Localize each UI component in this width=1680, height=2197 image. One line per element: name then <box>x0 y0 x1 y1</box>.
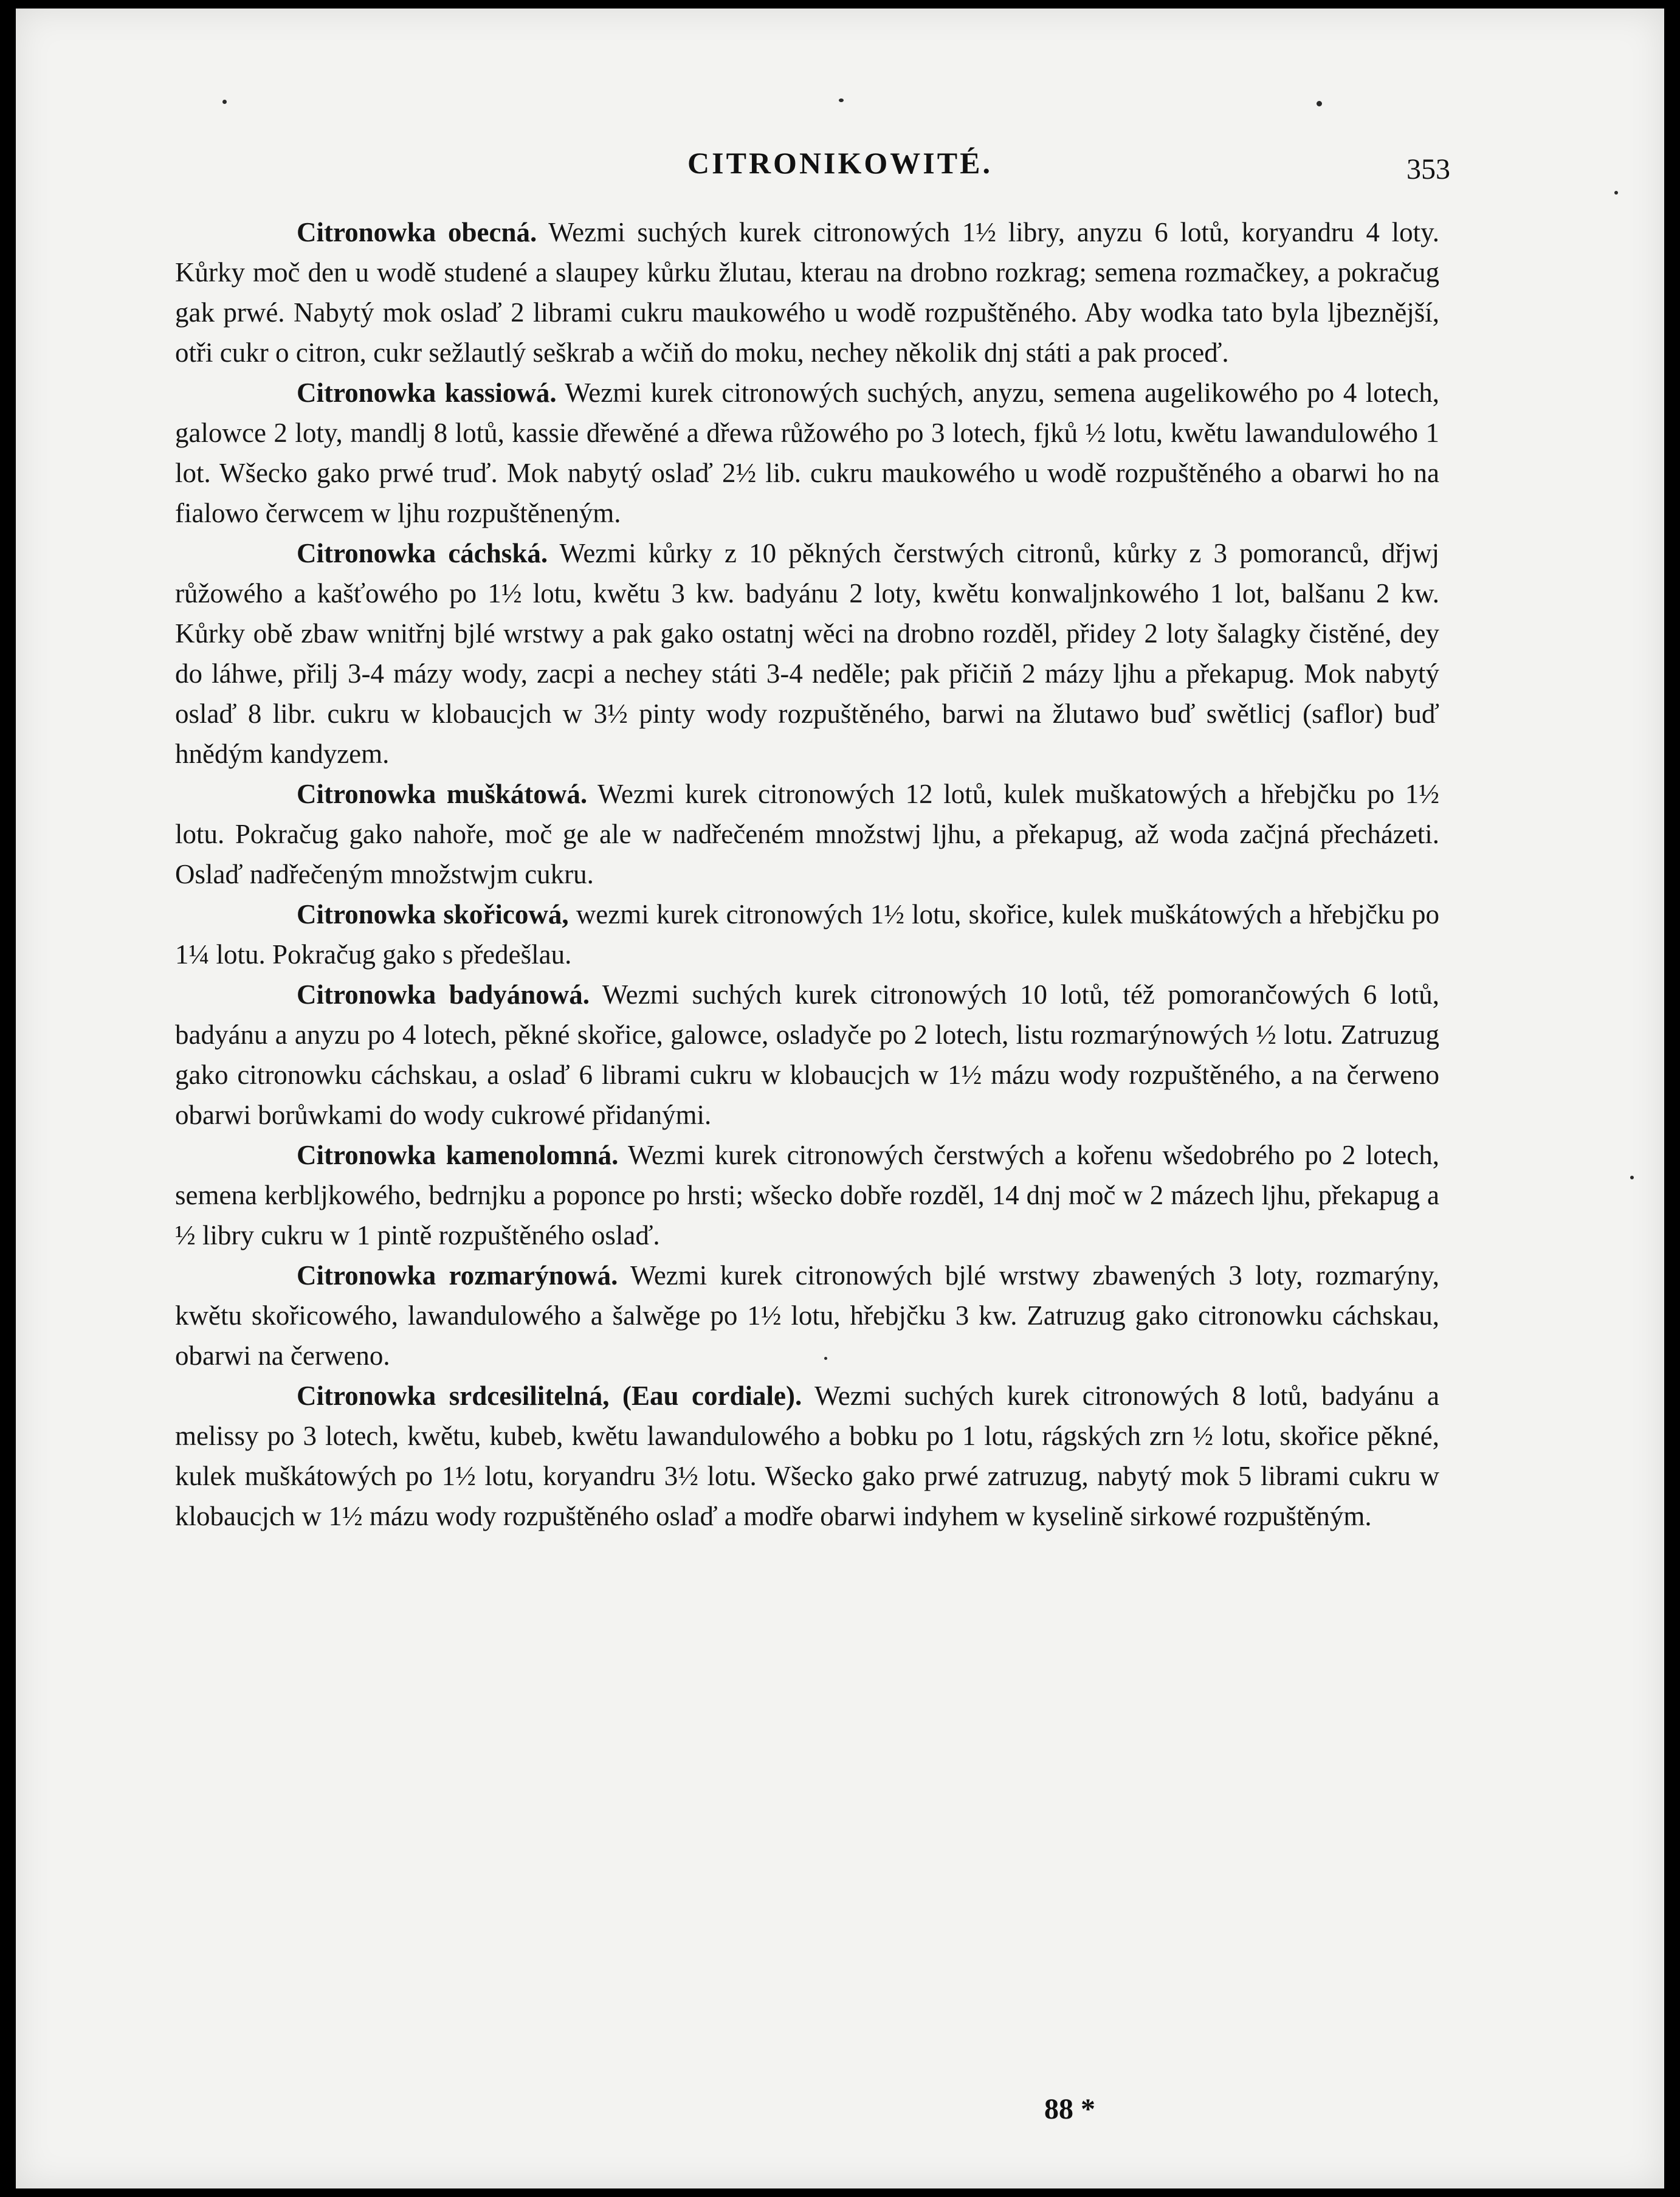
print-speck <box>1630 1176 1634 1179</box>
recipe-title: Citronowka srdcesilitelná, (Eau cordiale). <box>297 1381 802 1411</box>
recipe-text: Wezmi kurek citronowých suchých, anyzu, semena augelikowého po 4 lotech, galowce 2 loty, mandlj 8 lotů, kassie dřewěné a dřewa růžowého po 3 lotech, fjků ½ lotu, kwětu lawandulowého 1 lot. Wšecko gako prwé truď. Mok nabytý oslaď 2½ lib. cukru maukowého u wodě rozpuštěného a obarwi ho na fialowo čerwcem w ljhu rozpuštěneným. <box>175 378 1440 528</box>
recipe-text: Wezmi kurek citronowých bjlé wrstwy zbawených 3 loty, rozmarýny, kwětu skořicowého, lawandulowého a šalwěge po 1½ lotu, hřebjčku 3 kw. Zatruzug gako citronowku cáchskau, obarwi na čerweno. <box>175 1260 1439 1371</box>
recipe-paragraph <box>175 1255 1439 1376</box>
recipe-title: Citronowka muškátowá. <box>297 779 588 809</box>
recipe-title: Citronowka skořicowá, <box>297 899 569 930</box>
recipe-title: Citronowka rozmarýnowá. <box>297 1260 618 1291</box>
recipe-text: Wezmi suchých kurek citronowých 1½ libry, anyzu 6 lotů, koryandru 4 loty. Kůrky moč den u wodě studené a slaupey kůrku žlutau, kterau na drobno rozkrag; semena rozmačkey, a pokračug gak prwé. Nabytý mok oslaď 2 librami cukru maukowého u wodě rozpuštěného. Aby wodka tato byla ljbeznější, otři cukr o citron, cukr sežlautlý seškrab a wčiň do moku, nechey několik dnj státi a pak proceď. <box>175 217 1440 368</box>
recipe-paragraph <box>175 212 1439 373</box>
book-page <box>16 9 1664 2188</box>
recipe-title: Citronowka kamenolomná. <box>297 1140 619 1170</box>
recipe-paragraph <box>175 774 1439 894</box>
recipe-text: Wezmi kurek citronowých čerstwých a kořenu wšedobrého po 2 lotech, semena kerbljkowého, bedrnjku a poponce po hrsti; wšecko dobře rozděl, 14 dnj moč w 2 mázech ljhu, překapug a ½ libry cukru w 1 pintě rozpuštěného oslaď. <box>175 1140 1439 1250</box>
print-speck <box>839 98 844 102</box>
recipe-text: Wezmi suchých kurek citronowých 10 lotů, též pomorančowých 6 lotů, badyánu a anyzu po 4 lotech, pěkné skořice, galowce, osladyče po 2 lotech, listu rozmarýnowých ½ lotu. Zatruzug gako citronowku cáchskau, a oslaď 6 librami cukru w klobaucjch w 1½ mázu wody rozpuštěného, a na čerweno obarwi borůwkami do wody cukrowé přidanými. <box>175 979 1439 1130</box>
recipe-paragraph <box>175 894 1439 974</box>
recipe-title: Citronowka badyánowá. <box>297 979 590 1010</box>
page-number: 353 <box>1406 153 1450 185</box>
print-speck <box>1317 101 1322 106</box>
recipe-paragraph <box>175 1135 1439 1255</box>
recipe-title: Citronowka cáchská. <box>297 538 548 568</box>
recipe-paragraph <box>175 533 1439 774</box>
running-title: CITRONIKOWITÉ. <box>687 146 993 180</box>
signature-mark: 88 * <box>1044 2093 1095 2125</box>
print-speck <box>222 100 227 104</box>
recipe-paragraph <box>175 1376 1439 1536</box>
recipe-title: Citronowka obecná. <box>297 217 537 247</box>
recipe-paragraph <box>175 373 1439 533</box>
recipe-title: Citronowka kassiowá. <box>297 378 557 408</box>
recipe-paragraph <box>175 974 1439 1135</box>
running-header <box>16 145 1664 200</box>
recipe-text: Wezmi kurek citronowých 12 lotů, kulek muškatowých a hřebjčku po 1½ lotu. Pokračug gako nahoře, moč ge ale w nadřečeném množstwj ljhu, a překapug, až woda začjná přecházeti. Oslaď nadřečeným množstwjm cukru. <box>175 779 1440 889</box>
recipe-text: Wezmi suchých kurek citronowých 8 lotů, badyánu a melissy po 3 lotech, kwětu, kubeb, kwětu lawandulowého a bobku po 1 lotu, rágských zrn ½ lotu, skořice pěkné, kulek muškátowých po 1½ lotu, koryandru 3½ lotu. Wšecko gako prwé zatruzug, nabytý mok 5 librami cukru w klobaucjch w 1½ mázu wody rozpuštěného oslaď a modře obarwi indyhem w kyselině sirkowé rozpuštěným. <box>175 1381 1439 1531</box>
recipe-text: wezmi kurek citronowých 1½ lotu, skořice, kulek muškátowých a hřebjčku po 1¼ lotu. Pokračug gako s předešlau. <box>175 899 1440 970</box>
body-text <box>175 212 1439 1536</box>
recipe-text: Wezmi kůrky z 10 pěkných čerstwých citronů, kůrky z 3 pomoranců, dřjwj růžowého a kašťowého po 1½ lotu, kwětu 3 kw. badyánu 2 loty, kwětu konwaljnkowého 1 lot, balšanu 2 kw. Kůrky obě zbaw wnitřnj bjlé wrstwy a pak gako ostatnj wěci na drobno rozděl, přidey 2 loty šalagky čistěné, dey do láhwe, přilj 3-4 mázy wody, zacpi a nechey státi 3-4 neděle; pak přičiň 2 mázy ljhu a překapug. Mok nabytý oslaď 8 libr. cukru w klobaucjch w 3½ pinty wody rozpuštěného, barwi na žlutawo buď swětlicj (saflor) buď hnědým kandyzem. <box>175 538 1439 769</box>
